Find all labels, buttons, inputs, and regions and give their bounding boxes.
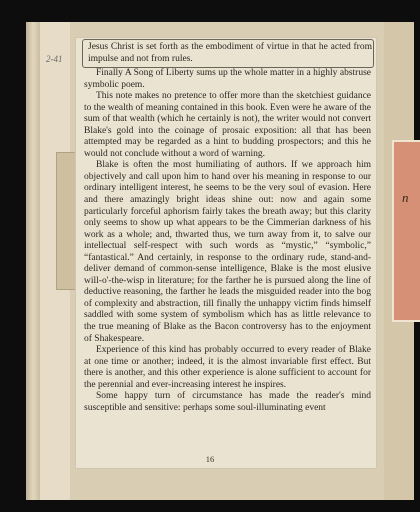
pink-slip-glyph: n	[402, 190, 409, 205]
paragraph-4: Experience of this kind has probably occurred to every reader of Blake at one time or another; indeed, it is the almost invariable first effect. But there is another, and this other experience is alone sufficient to account for the perennial and ever-increasing interest he inspires.	[84, 345, 371, 390]
margin-note: 2-41	[46, 54, 63, 64]
paragraph-1: Finally A Song of Liberty sums up the whole matter in a highly abstruse symbolic poem.	[84, 68, 371, 90]
quote-text: Jesus Christ is set forth as the embodiment of virtue in that he acted from impulse and not from rules.	[88, 42, 372, 64]
paragraph-2: This note makes no pretence to offer more than the sketchiest guidance to the wealth of meaning contained in this book. Even were he aware of the sum of that wealth (which he certainly is not), the writer would not convert Blake's gold into the coinage of prosaic exposition: all that has been attempted may be regarded as a hint to budding prospectors; and this he would not conclude without a word of warning.	[84, 91, 371, 159]
pink-slip	[392, 140, 420, 322]
paragraph-3: Blake is often the most humiliating of authors. If we approach him objectively and call upon him to hand over his meaning in response to our ordinary intelligent interest, he seems to be the very soul of evasion. Here and there amazingly bright ideas shine out: now and again some particularly forceful aphorism fairly takes the breath away; but this clarity only seems to show up what appears to be the Cimmerian darkness of his work as a whole; and, thwarted thus, we turn away from it, to salve our intellectual self-respect with such words as “mystic,” “symbolic,” “fantastical.” And certainly, in response to the ordinary rude, stand-and-deliver demand of common-sense intelligence, Blake is the most elusive will-o'-the-wisp in literature; for the farther he is pursued along the line of deductive reasoning, the farther he leads the misguided reader into the bog of complexity and abstraction, till finally the unhappy victim finds himself saddled with some system of symbolism which has as little relevance to the true meaning of Blake as the Bacon controversy has to the enjoyment of Shakespeare.	[84, 160, 371, 344]
page-number: 16	[205, 454, 215, 464]
book-binding	[26, 22, 41, 500]
left-tab	[56, 152, 78, 290]
body-text	[84, 68, 371, 414]
paragraph-5: Some happy turn of circumstance has made the reader's mind susceptible and sensitive: perhaps some soul-illuminating event	[84, 391, 371, 413]
